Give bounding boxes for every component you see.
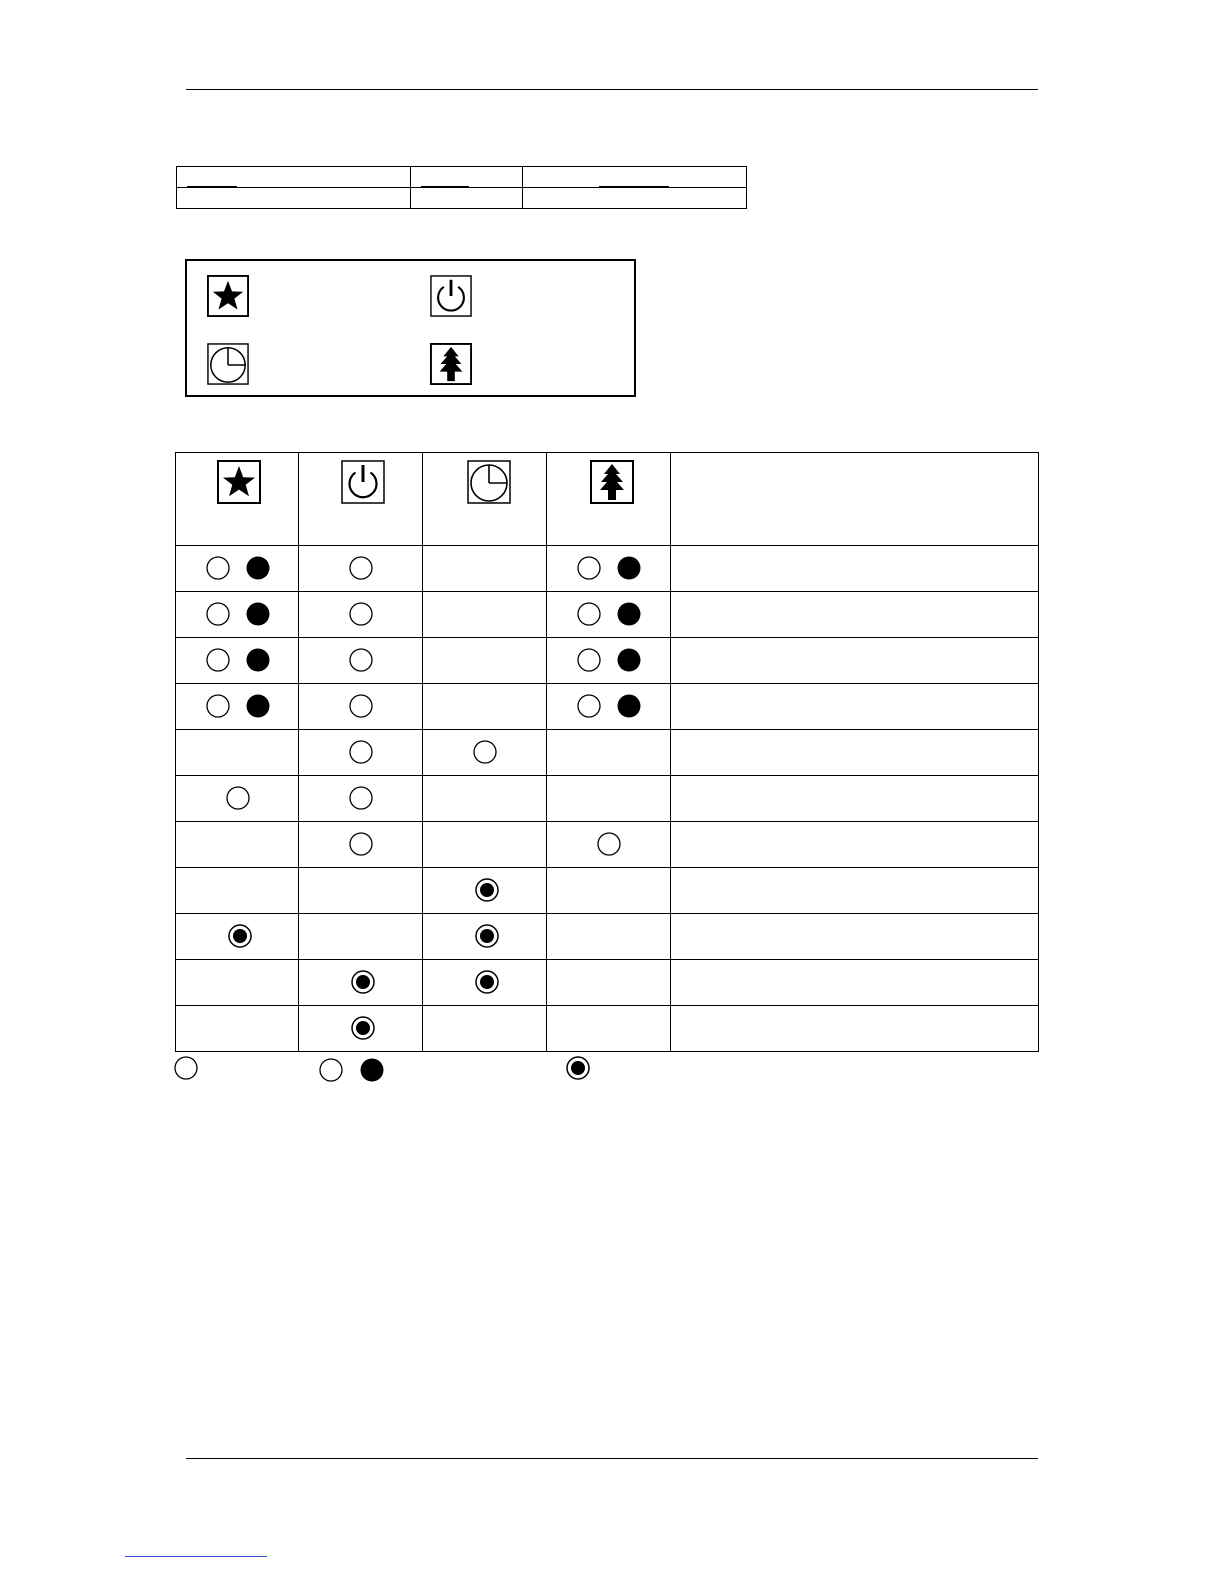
led-solid-icon <box>246 648 270 672</box>
info-cell-2-3 <box>523 188 747 209</box>
info-cell-2-2 <box>411 188 523 209</box>
led-off-icon <box>349 556 373 580</box>
matrix-cell-tree <box>547 638 671 684</box>
matrix-header-tree <box>547 453 671 546</box>
led-off-icon <box>226 786 250 810</box>
led-solid-icon <box>246 602 270 626</box>
matrix-cell-clock <box>423 546 547 592</box>
matrix-cell-star <box>176 684 299 730</box>
matrix-cell-star <box>176 592 299 638</box>
matrix-row <box>176 592 1039 638</box>
led-off-icon <box>206 602 230 626</box>
matrix-cell-power <box>299 684 423 730</box>
matrix-cell-clock <box>423 1006 547 1052</box>
matrix-cell-description <box>671 776 1039 822</box>
matrix-cell-description <box>671 684 1039 730</box>
matrix-row <box>176 868 1039 914</box>
indicator-matrix <box>175 452 1039 1052</box>
led-on-icon <box>228 924 252 948</box>
led-off-icon <box>349 648 373 672</box>
star-icon <box>207 275 249 317</box>
matrix-row <box>176 914 1039 960</box>
matrix-row <box>176 1006 1039 1052</box>
matrix-row <box>176 638 1039 684</box>
led-off-icon <box>577 556 601 580</box>
matrix-cell-star <box>176 822 299 868</box>
clock-icon <box>207 343 249 385</box>
matrix-cell-clock <box>423 684 547 730</box>
matrix-cell-tree <box>547 960 671 1006</box>
matrix-row <box>176 730 1039 776</box>
led-on-icon <box>351 970 375 994</box>
matrix-cell-description <box>671 914 1039 960</box>
tree-arrow-icon <box>430 343 472 385</box>
header-rule <box>186 89 1038 90</box>
matrix-cell-clock <box>423 592 547 638</box>
led-off-icon <box>473 740 497 764</box>
matrix-cell-star <box>176 868 299 914</box>
led-off-icon <box>206 648 230 672</box>
matrix-cell-clock <box>423 638 547 684</box>
led-solid-icon <box>617 556 641 580</box>
matrix-cell-star <box>176 914 299 960</box>
led-off-icon <box>577 602 601 626</box>
led-on-icon <box>475 970 499 994</box>
matrix-cell-description <box>671 546 1039 592</box>
matrix-cell-description <box>671 960 1039 1006</box>
matrix-cell-tree <box>547 822 671 868</box>
matrix-cell-power <box>299 822 423 868</box>
matrix-cell-star <box>176 638 299 684</box>
led-solid-icon <box>246 694 270 718</box>
led-off-icon <box>577 694 601 718</box>
footer-rule <box>186 1458 1038 1459</box>
power-icon <box>430 275 472 317</box>
led-off-icon <box>349 786 373 810</box>
matrix-cell-tree <box>547 776 671 822</box>
matrix-row <box>176 822 1039 868</box>
matrix-cell-clock <box>423 730 547 776</box>
matrix-row <box>176 776 1039 822</box>
led-off-icon <box>349 694 373 718</box>
matrix-row <box>176 684 1039 730</box>
led-on-icon <box>475 878 499 902</box>
info-table <box>176 166 747 209</box>
led-off-icon <box>597 832 621 856</box>
matrix-cell-description <box>671 822 1039 868</box>
matrix-cell-clock <box>423 914 547 960</box>
matrix-cell-power <box>299 776 423 822</box>
matrix-cell-power <box>299 1006 423 1052</box>
led-off-icon <box>349 740 373 764</box>
matrix-cell-star <box>176 730 299 776</box>
matrix-cell-star <box>176 960 299 1006</box>
led-off-icon <box>349 602 373 626</box>
info-cell-1-3 <box>523 167 747 188</box>
matrix-cell-power <box>299 730 423 776</box>
matrix-cell-description <box>671 730 1039 776</box>
matrix-cell-clock <box>423 868 547 914</box>
matrix-cell-clock <box>423 960 547 1006</box>
led-solid-icon <box>617 602 641 626</box>
matrix-cell-tree <box>547 546 671 592</box>
matrix-cell-tree <box>547 868 671 914</box>
led-on-icon <box>351 1016 375 1040</box>
matrix-header-star <box>176 453 299 546</box>
info-cell-1-1 <box>177 167 411 188</box>
led-off-icon <box>349 832 373 856</box>
matrix-cell-power <box>299 638 423 684</box>
led-off-icon <box>206 556 230 580</box>
matrix-header-power <box>299 453 423 546</box>
icon-legend-box <box>185 259 636 397</box>
star-icon <box>217 460 261 504</box>
matrix-cell-description <box>671 638 1039 684</box>
led-solid-icon <box>617 648 641 672</box>
matrix-cell-power <box>299 868 423 914</box>
matrix-cell-clock <box>423 822 547 868</box>
matrix-cell-star <box>176 546 299 592</box>
led-off-icon <box>577 648 601 672</box>
matrix-cell-tree <box>547 1006 671 1052</box>
led-on-icon <box>475 924 499 948</box>
led-solid-icon <box>360 1058 384 1082</box>
matrix-cell-power <box>299 592 423 638</box>
led-off-icon <box>174 1056 198 1080</box>
led-off-icon <box>206 694 230 718</box>
matrix-cell-tree <box>547 914 671 960</box>
led-off-icon <box>319 1058 343 1082</box>
led-on-icon <box>566 1056 590 1080</box>
matrix-cell-star <box>176 776 299 822</box>
matrix-cell-tree <box>547 684 671 730</box>
matrix-cell-power <box>299 914 423 960</box>
matrix-header-row <box>176 453 1039 546</box>
footer-legend <box>170 1052 770 1086</box>
matrix-cell-description <box>671 592 1039 638</box>
info-cell-2-1 <box>177 188 411 209</box>
info-cell-1-2 <box>411 167 523 188</box>
power-icon <box>341 460 385 504</box>
matrix-cell-description <box>671 1006 1039 1052</box>
tree-arrow-icon <box>590 460 634 504</box>
matrix-cell-description <box>671 868 1039 914</box>
matrix-row <box>176 960 1039 1006</box>
matrix-cell-tree <box>547 730 671 776</box>
clock-icon <box>467 460 511 504</box>
matrix-cell-star <box>176 1006 299 1052</box>
matrix-cell-power <box>299 960 423 1006</box>
matrix-header-description <box>671 453 1039 546</box>
matrix-header-clock <box>423 453 547 546</box>
matrix-cell-power <box>299 546 423 592</box>
matrix-cell-tree <box>547 592 671 638</box>
matrix-row <box>176 546 1039 592</box>
led-solid-icon <box>617 694 641 718</box>
footer-link-underline[interactable] <box>125 1556 267 1557</box>
matrix-cell-clock <box>423 776 547 822</box>
led-solid-icon <box>246 556 270 580</box>
